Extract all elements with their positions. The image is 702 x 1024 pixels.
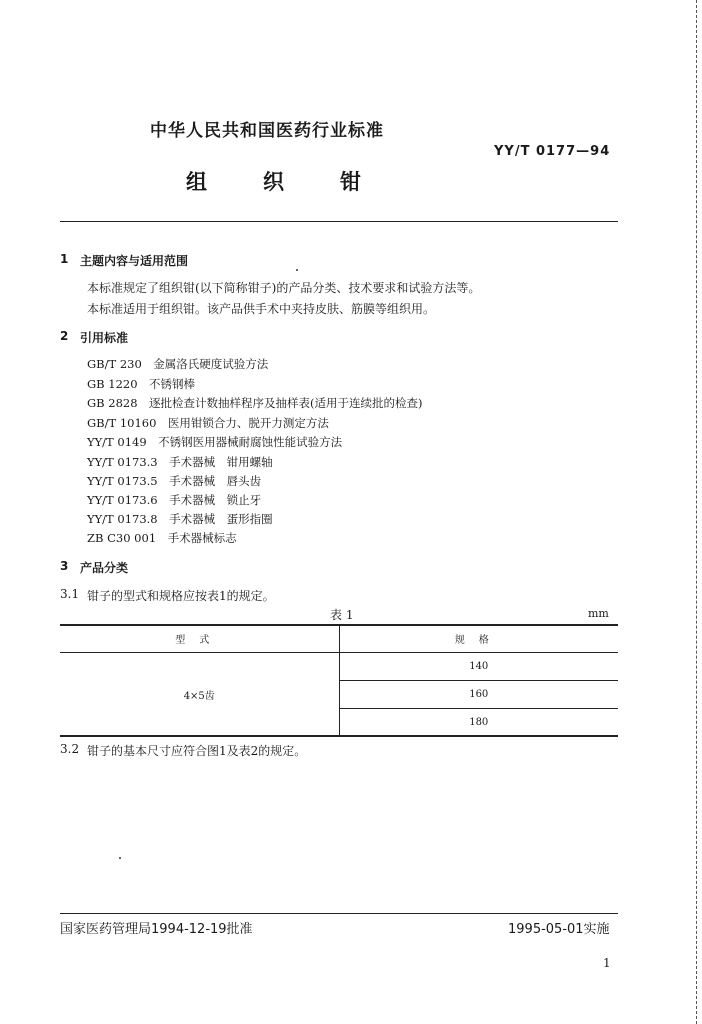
page-number: 1 xyxy=(603,956,611,970)
title-char: 织 xyxy=(263,170,284,194)
reference-item: YY/T 0149 不锈钢医用器械耐腐蚀性能试验方法 xyxy=(87,435,343,449)
reference-item: GB/T 10160 医用钳锁合力、脱开力测定方法 xyxy=(87,416,329,430)
section-1-heading: 主题内容与适用范围 xyxy=(80,254,189,268)
section-2-heading: 引用标准 xyxy=(80,331,129,345)
reference-item: GB 1220 不锈钢棒 xyxy=(87,377,196,391)
section-3-number: 3 xyxy=(60,559,69,573)
table-cell-type: 4×5齿 xyxy=(183,691,215,702)
table-1-caption: 表 1 xyxy=(330,608,354,622)
table-cell-spec: 180 xyxy=(339,709,618,737)
header-rule xyxy=(60,221,618,222)
reference-item: GB 2828 逐批检查计数抽样程序及抽样表(适用于连续批的检查) xyxy=(87,396,423,410)
reference-item: ZB C30 001 手术器械标志 xyxy=(87,531,237,545)
approval-line: 国家医药管理局1994-12-19批准 xyxy=(60,922,253,937)
reference-item: YY/T 0173.3 手术器械 钳用螺轴 xyxy=(87,455,273,469)
issuer-title: 中华人民共和国医药行业标准 xyxy=(150,121,384,141)
clause-3-2-text: 钳子的基本尺寸应符合图1及表2的规定。 xyxy=(87,744,307,758)
table-1-unit: mm xyxy=(588,607,609,620)
clause-3-1-number: 3.1 xyxy=(60,587,80,601)
reference-item: YY/T 0173.6 手术器械 锁止牙 xyxy=(87,493,262,507)
table-header-type: 型式 xyxy=(60,625,339,653)
table-1 xyxy=(60,625,618,736)
section-1-paragraph: 本标准规定了组织钳(以下简称钳子)的产品分类、技术要求和试验方法等。 xyxy=(87,281,481,295)
section-1-paragraph: 本标准适用于组织钳。该产品供手术中夹持皮肤、筋膜等组织用。 xyxy=(87,302,436,316)
reference-item: YY/T 0173.8 手术器械 蛋形指圈 xyxy=(87,512,273,526)
scan-speck xyxy=(119,857,121,859)
footer-rule xyxy=(60,913,618,914)
section-3-heading: 产品分类 xyxy=(80,561,129,575)
table-cell-spec: 140 xyxy=(339,653,618,681)
title-char: 组 xyxy=(186,170,207,194)
document-title xyxy=(186,166,417,196)
table-bottom-rule xyxy=(60,735,618,737)
page-edge-line xyxy=(696,0,697,1024)
section-1-number: 1 xyxy=(60,252,69,266)
title-char: 钳 xyxy=(340,170,361,194)
reference-item: GB/T 230 金属洛氏硬度试验方法 xyxy=(87,357,269,371)
standard-number: YY/T 0177—94 xyxy=(494,144,611,159)
clause-3-1-text: 钳子的型式和规格应按表1的规定。 xyxy=(87,589,275,603)
table-header-spec: 规格 xyxy=(339,625,618,653)
implementation-date: 1995-05-01实施 xyxy=(508,922,610,937)
scan-speck xyxy=(296,269,298,271)
table-cell-spec: 160 xyxy=(339,681,618,709)
section-2-number: 2 xyxy=(60,329,69,343)
reference-item: YY/T 0173.5 手术器械 唇头齿 xyxy=(87,474,262,488)
clause-3-2-number: 3.2 xyxy=(60,742,80,756)
